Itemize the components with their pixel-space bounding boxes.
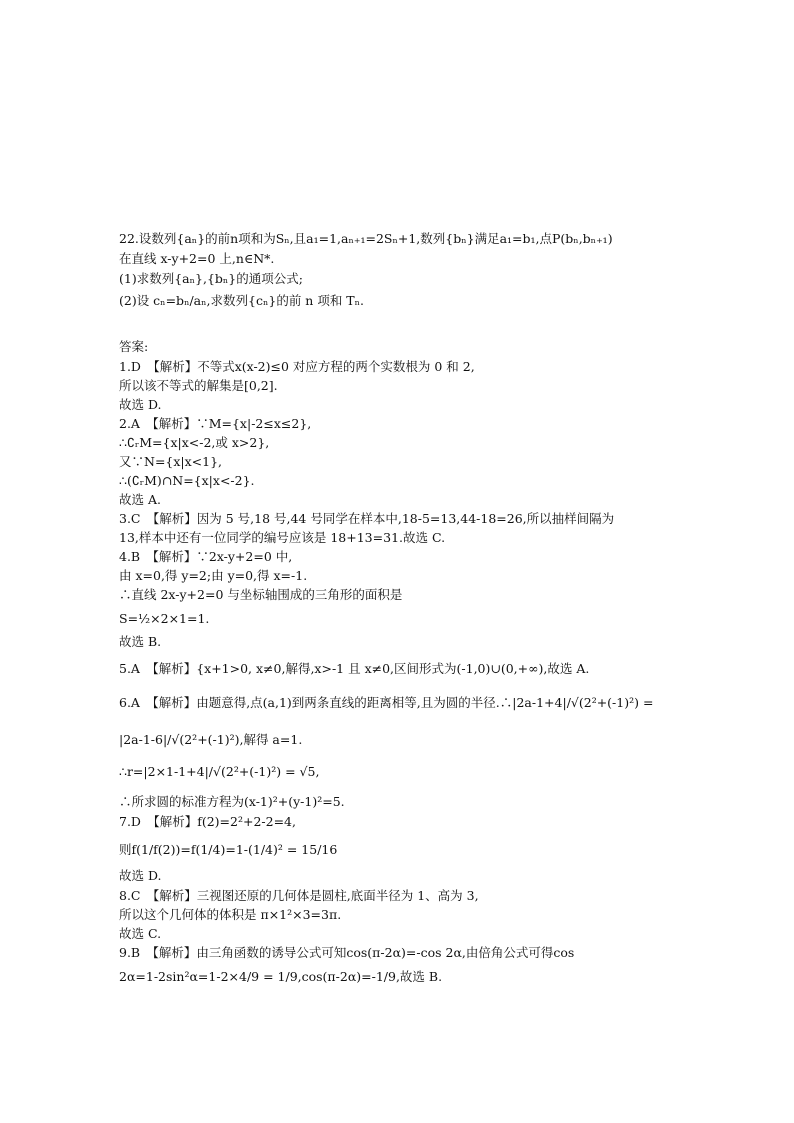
answer-line: |2a-1-6|/√(2²+(-1)²),解得 a=1. [119,732,303,747]
problem-line: 22.设数列{aₙ}的前n项和为Sₙ,且a₁=1,aₙ₊₁=2Sₙ+1,数列{bₙ}满足a₁=b₁,点P(bₙ,bₙ₊₁) [119,231,613,246]
answer-line: 3.C 【解析】因为 5 号,18 号,44 号同学在样本中,18-5=13,44-18=26,所以抽样间隔为 [119,511,615,526]
answer-line: 故选 D. [119,868,162,883]
answer-line: 所以这个几何体的体积是 π×1²×3=3π. [119,907,342,922]
answer-line: 又∵N={x|x<1}, [119,454,223,469]
answer-line: 则f(1/f(2))=f(1/4)=1-(1/4)² = 15/16 [119,842,338,857]
answer-line: ∴所求圆的标准方程为(x-1)²+(y-1)²=5. [119,794,345,809]
answer-line: 6.A 【解析】由题意得,点(a,1)到两条直线的距离相等,且为圆的半径.∴|2a-1+4|/√(2²+(-1)²) = [119,695,654,710]
problem-line: (2)设 cₙ=bₙ/aₙ,求数列{cₙ}的前 n 项和 Tₙ. [119,293,365,308]
answer-line: 8.C 【解析】三视图还原的几何体是圆柱,底面半径为 1、高为 3, [119,888,479,903]
problem-line: (1)求数列{aₙ},{bₙ}的通项公式; [119,271,303,286]
answer-line: 7.D 【解析】f(2)=2²+2-2=4, [119,814,296,829]
answer-line: ∴∁ᵣM={x|x<-2,或 x>2}, [119,435,270,450]
answers-heading: 答案: [119,339,149,354]
answer-line: S=½×2×1=1. [119,611,210,626]
answer-line: 13,样本中还有一位同学的编号应该是 18+13=31.故选 C. [119,530,446,545]
answer-line: ∴(∁ᵣM)∩N={x|x<-2}. [119,473,255,488]
answer-line: 故选 A. [119,492,161,507]
answer-line: 4.B 【解析】∵2x-y+2=0 中, [119,549,293,564]
answer-line: 由 x=0,得 y=2;由 y=0,得 x=-1. [119,568,308,583]
answer-line: ∴r=|2×1-1+4|/√(2²+(-1)²) = √5, [119,764,320,779]
answer-line: 1.D 【解析】不等式x(x-2)≤0 对应方程的两个实数根为 0 和 2, [119,359,475,374]
problem-line: 在直线 x-y+2=0 上,n∈N*. [119,251,275,266]
answer-line: 故选 D. [119,397,162,412]
answer-line: 2.A 【解析】∵M={x|-2≤x≤2}, [119,416,312,431]
answer-line: 2α=1-2sin²α=1-2×4/9 = 1/9,cos(π-2α)=-1/9,故选 B. [119,969,443,984]
answer-line: 故选 B. [119,634,162,649]
answer-line: 故选 C. [119,926,162,941]
answer-line: 9.B 【解析】由三角函数的诱导公式可知cos(π-2α)=-cos 2α,由倍角公式可得cos [119,945,575,960]
answer-line: 5.A 【解析】{x+1>0, x≠0,解得,x>-1 且 x≠0,区间形式为(-1,0)∪(0,+∞),故选 A. [119,661,590,676]
answer-line: ∴直线 2x-y+2=0 与坐标轴围成的三角形的面积是 [119,587,403,602]
answer-line: 所以该不等式的解集是[0,2]. [119,378,278,393]
